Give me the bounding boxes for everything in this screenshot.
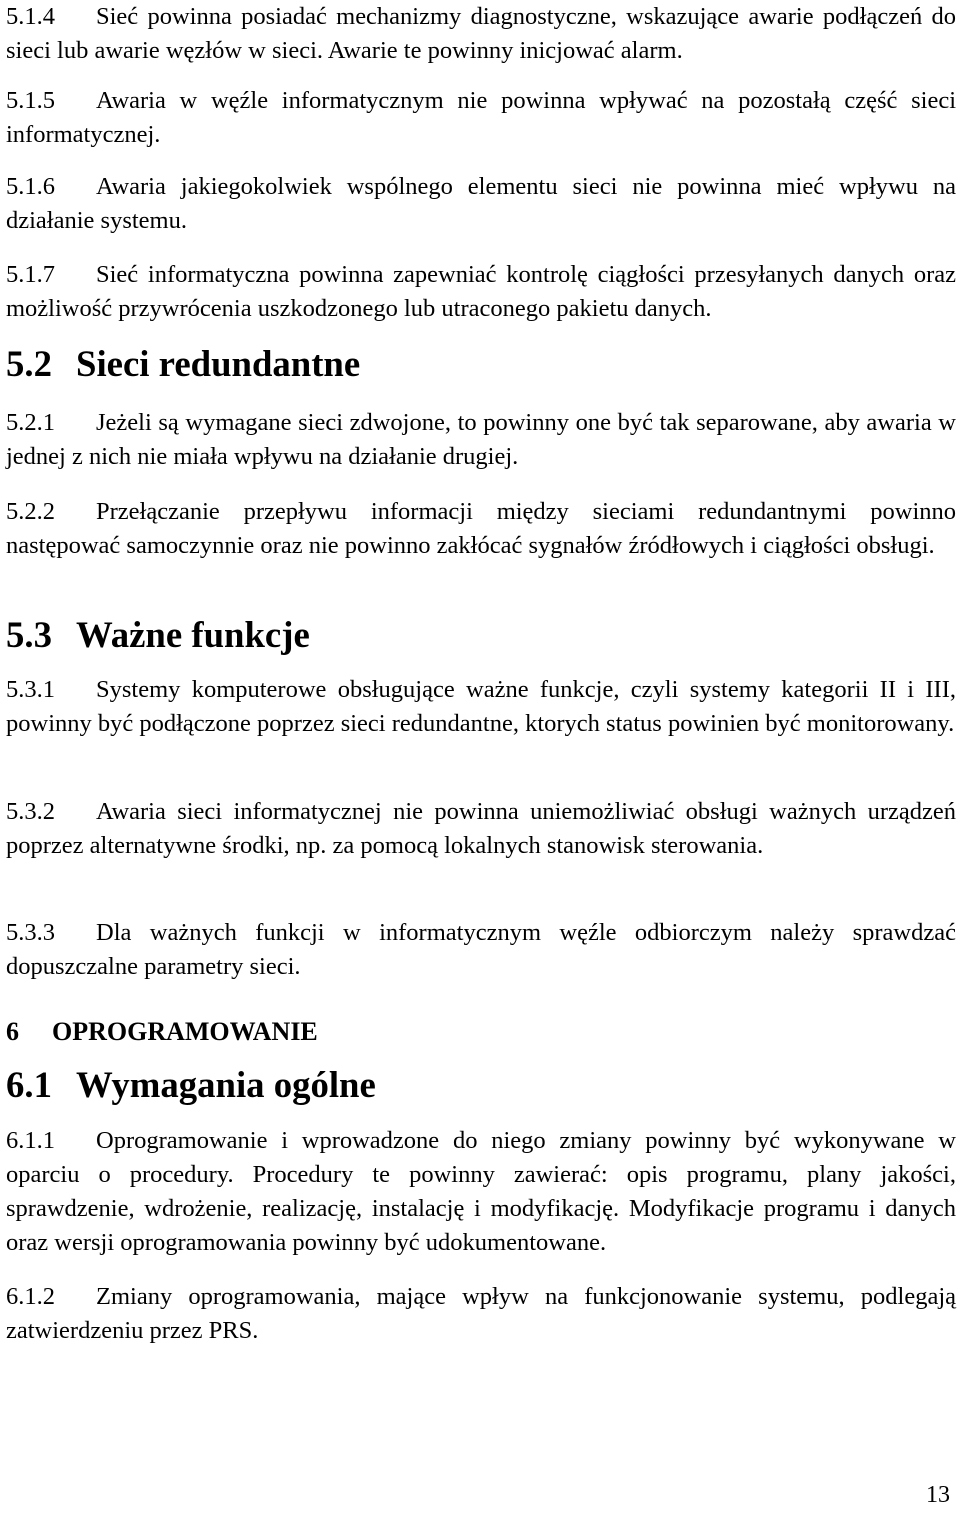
paragraph-number: 5.3.1 [6,676,55,703]
paragraph-5-2-1 [6,406,956,474]
paragraph-number: 5.1.7 [6,261,55,288]
paragraph-5-3-2 [6,795,956,863]
paragraph-5-1-4 [6,0,956,68]
section-title: Wymagania ogólne [76,1064,376,1105]
paragraph-text: Awaria w węźle informatycznym nie powinna wpływać na pozostałą część sieci informatycznej. [6,87,956,148]
paragraph-text: Dla ważnych funkcji w informatycznym węźle odbiorczym należy sprawdzać dopuszczalne parametry sieci. [6,919,956,980]
paragraph-text: Zmiany oprogramowania, mające wpływ na funkcjonowanie systemu, podlegają zatwierdzeniu przez PRS. [6,1283,956,1344]
paragraph-5-1-6 [6,170,956,238]
paragraph-5-1-5 [6,84,956,152]
paragraph-number: 5.2.2 [6,498,55,525]
section-number: 5.3 [6,614,52,655]
paragraph-6-1-2 [6,1280,956,1348]
section-number: 5.2 [6,343,52,384]
paragraph-text: Oprogramowanie i wprowadzone do niego zmiany powinny być wykonywane w oparciu o procedury. Procedury te powinny zawierać: opis programu, plany jakości, sprawdzenie, wdrożenie, realizację, instalację i modyfikację. Modyfikacje programu i danych oraz wersji oprogramowania powinny być udokumentowane. [6,1127,956,1256]
paragraph-5-3-1 [6,673,956,741]
section-heading-5-2 [6,343,361,384]
paragraph-text: Sieć informatyczna powinna zapewniać kontrolę ciągłości przesyłanych danych oraz możliwość przywrócenia uszkodzonego lub utraconego pakietu danych. [6,261,956,322]
paragraph-number: 5.2.1 [6,409,55,436]
paragraph-number: 5.3.2 [6,798,55,825]
paragraph-number: 6.1.1 [6,1127,55,1154]
document-page [6,0,956,1522]
paragraph-number: 5.3.3 [6,919,55,946]
paragraph-5-3-3 [6,916,956,984]
section-heading-5-3 [6,614,310,655]
section-title: Ważne funkcje [76,614,310,655]
paragraph-number: 5.1.6 [6,173,55,200]
section-heading-6-1 [6,1064,376,1105]
chapter-heading-6 [6,1015,318,1049]
paragraph-text: Sieć powinna posiadać mechanizmy diagnostyczne, wskazujące awarie podłączeń do sieci lub awarie węzłów w sieci. Awarie te powinny inicjować alarm. [6,3,956,64]
paragraph-text: Przełączanie przepływu informacji między sieciami redundantnymi powinno następować samoczynnie oraz nie powinno zakłócać sygnałów źródłowych i ciągłości obsługi. [6,498,956,559]
section-number: 6.1 [6,1064,52,1105]
page-number: 13 [926,1482,950,1508]
paragraph-text: Awaria sieci informatycznej nie powinna uniemożliwiać obsługi ważnych urządzeń poprzez alternatywne środki, np. za pomocą lokalnych stanowisk sterowania. [6,798,956,859]
paragraph-5-1-7 [6,258,956,326]
paragraph-6-1-1 [6,1124,956,1260]
chapter-number: 6 [6,1017,19,1046]
paragraph-5-2-2 [6,495,956,563]
paragraph-text: Jeżeli są wymagane sieci zdwojone, to powinny one być tak separowane, aby awaria w jednej z nich nie miała wpływu na działanie drugiej. [6,409,956,470]
section-title: Sieci redundantne [76,343,361,384]
chapter-title: OPROGRAMOWANIE [52,1017,318,1046]
paragraph-number: 5.1.5 [6,87,55,114]
paragraph-number: 5.1.4 [6,3,55,30]
paragraph-text: Awaria jakiegokolwiek wspólnego elementu sieci nie powinna mieć wpływu na działanie systemu. [6,173,956,234]
paragraph-text: Systemy komputerowe obsługujące ważne funkcje, czyli systemy kategorii II i III, powinny być podłączone poprzez sieci redundantne, ktorych status powinien być monitorowany. [6,676,956,737]
paragraph-number: 6.1.2 [6,1283,55,1310]
